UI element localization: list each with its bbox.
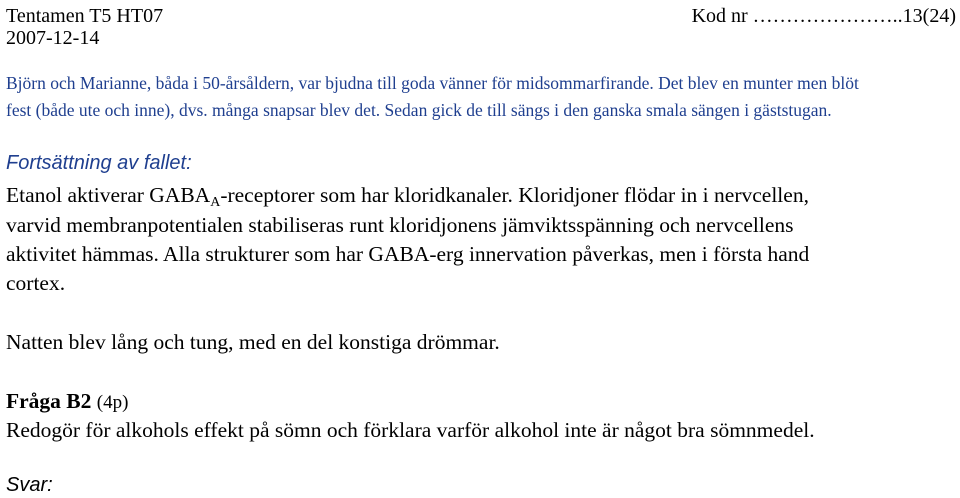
intro-line: fest (både ute och inne), dvs. många snapsar blev det. Sedan gick de till sängs i den ganska smala sängen i gäststugan. xyxy=(6,100,832,120)
question-label: Fråga B2 xyxy=(6,389,92,413)
continuation-heading: Fortsättning av fallet: xyxy=(6,152,192,174)
continuation-line xyxy=(6,181,809,210)
intro-line: Björn och Marianne, båda i 50-årsåldern, var bjudna till goda vänner för midsommarfirande. Det blev en munter men blöt xyxy=(6,73,859,93)
exam-date: 2007-12-14 xyxy=(6,27,100,49)
continuation-line: aktivitet hämmas. Alla strukturer som har GABA-erg innervation påverkas, men i första hand xyxy=(6,242,810,266)
answer-label: Svar: xyxy=(6,474,53,496)
question-text: Redogör för alkohols effekt på sömn och förklara varför alkohol inte är något bra sömnmedel. xyxy=(6,418,815,442)
continuation-text: -receptorer som har kloridkanaler. Kloridjoner flödar in i nervcellen, xyxy=(220,183,809,207)
continuation-line: varvid membranpotentialen stabiliseras runt kloridjonens jämviktsspänning och nervcellens xyxy=(6,213,794,237)
question-points: (4p) xyxy=(96,392,129,413)
continuation-text: Etanol aktiverar GABA xyxy=(6,183,211,207)
code-number: Kod nr …………………..13(24) xyxy=(691,5,956,27)
exam-title: Tentamen T5 HT07 xyxy=(6,5,164,27)
night-sentence: Natten blev lång och tung, med en del konstiga drömmar. xyxy=(6,330,500,354)
subscript-a: A xyxy=(210,195,221,210)
continuation-line: cortex. xyxy=(6,271,66,295)
question-heading xyxy=(6,387,128,417)
